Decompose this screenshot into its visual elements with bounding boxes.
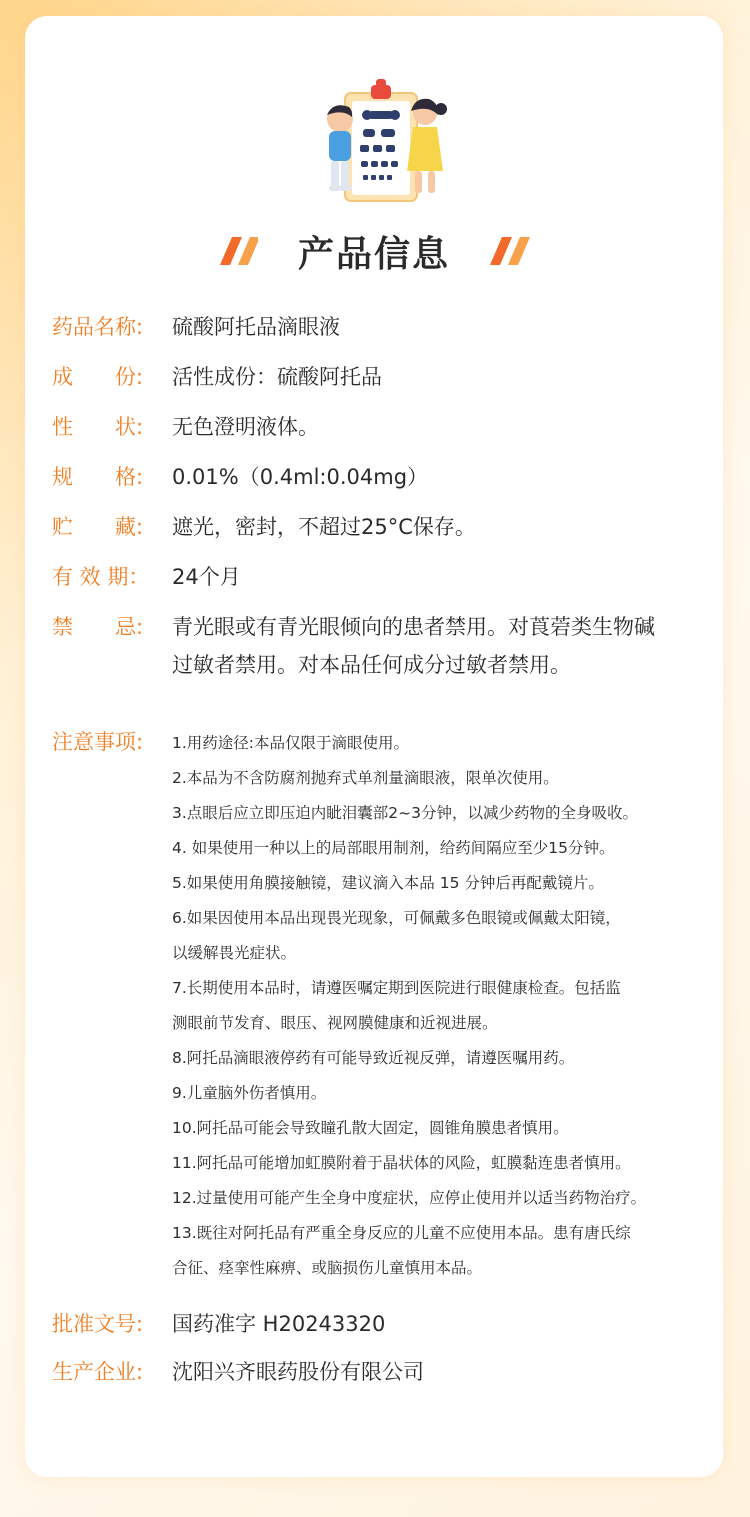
precautions-list <box>172 726 717 1286</box>
info-value: 硫酸阿托品滴眼液 <box>172 315 340 339</box>
list-item: 1.用药途径:本品仅限于滴眼使用。 <box>172 734 410 752</box>
info-label: 禁 忌: <box>52 615 144 639</box>
list-item: 13.既往对阿托品有严重全身反应的儿童不应使用本品。患有唐氏综 <box>172 1224 631 1242</box>
info-label: 成 份: <box>52 365 144 389</box>
list-item: 以缓解畏光症状。 <box>172 944 297 962</box>
list-item: 12.过量使用可能产生全身中度症状，应停止使用并以适当药物治疗。 <box>172 1189 647 1207</box>
list-item: 4. 如果使用一种以上的局部眼用制剂，给药间隔应至少15分钟。 <box>172 839 615 857</box>
info-value: 24个月 <box>172 565 241 589</box>
info-row-approval <box>52 1308 385 1340</box>
list-item: 5.如果使用角膜接触镜，建议滴入本品 15 分钟后再配戴镜片。 <box>172 874 604 892</box>
eye-chart-kids-illustration-icon <box>305 71 455 206</box>
list-item: 合征、痉挛性麻痹、或脑损伤儿童慎用本品。 <box>172 1259 483 1277</box>
info-row-contraindication <box>52 611 672 684</box>
list-item: 3.点眼后应立即压迫内眦泪囊部2~3分钟，以减少药物的全身吸收。 <box>172 804 639 822</box>
info-row-manufacturer <box>52 1356 424 1388</box>
info-row-storage <box>52 511 476 543</box>
info-label: 药品名称: <box>52 315 144 339</box>
product-info-card <box>25 16 723 1477</box>
info-label: 生产企业: <box>52 1360 144 1384</box>
list-item: 7.长期使用本品时，请遵医嘱定期到医院进行眼健康检查。包括监 <box>172 979 621 997</box>
info-row-specification <box>52 461 428 493</box>
info-value: 青光眼或有青光眼倾向的患者禁用。对莨菪类生物碱过敏者禁用。对本品任何成分过敏者禁用。 <box>172 615 655 677</box>
info-value: 0.01%（0.4ml:0.04mg） <box>172 465 429 489</box>
info-row-name <box>52 311 340 343</box>
info-value: 沈阳兴齐眼药股份有限公司 <box>172 1360 424 1384</box>
info-row-ingredient <box>52 361 382 393</box>
info-value: 国药准字 H20243320 <box>172 1312 386 1336</box>
info-row-appearance <box>52 411 319 443</box>
precautions-label: 注意事项: <box>52 730 144 754</box>
double-slash-icon <box>206 235 258 267</box>
info-label: 批准文号: <box>52 1312 144 1336</box>
info-row-expiry <box>52 561 241 593</box>
info-label: 规 格: <box>52 465 144 489</box>
list-item: 测眼前节发育、眼压、视网膜健康和近视进展。 <box>172 1014 498 1032</box>
info-value: 无色澄明液体。 <box>172 415 319 439</box>
section-header <box>25 221 723 281</box>
list-item: 2.本品为不含防腐剂抛弃式单剂量滴眼液，限单次使用。 <box>172 769 559 787</box>
info-value: 遮光，密封，不超过25°C保存。 <box>172 515 476 539</box>
double-slash-icon <box>490 235 542 267</box>
precautions-section <box>52 724 717 1286</box>
info-label: 贮 藏: <box>52 515 144 539</box>
list-item: 11.阿托品可能增加虹膜附着于晶状体的风险，虹膜黏连患者慎用。 <box>172 1154 631 1172</box>
info-label: 性 状: <box>52 415 144 439</box>
list-item: 9.儿童脑外伤者慎用。 <box>172 1084 327 1102</box>
list-item: 8.阿托品滴眼液停药有可能导致近视反弹，请遵医嘱用药。 <box>172 1049 575 1067</box>
list-item: 10.阿托品可能会导致瞳孔散大固定，圆锥角膜患者慎用。 <box>172 1119 569 1137</box>
info-value: 活性成份：硫酸阿托品 <box>172 365 382 389</box>
info-label: 有 效 期： <box>52 565 150 589</box>
page-title: 产品信息 <box>297 233 450 275</box>
list-item: 6.如果因使用本品出现畏光现象，可佩戴多色眼镜或佩戴太阳镜， <box>172 909 621 927</box>
